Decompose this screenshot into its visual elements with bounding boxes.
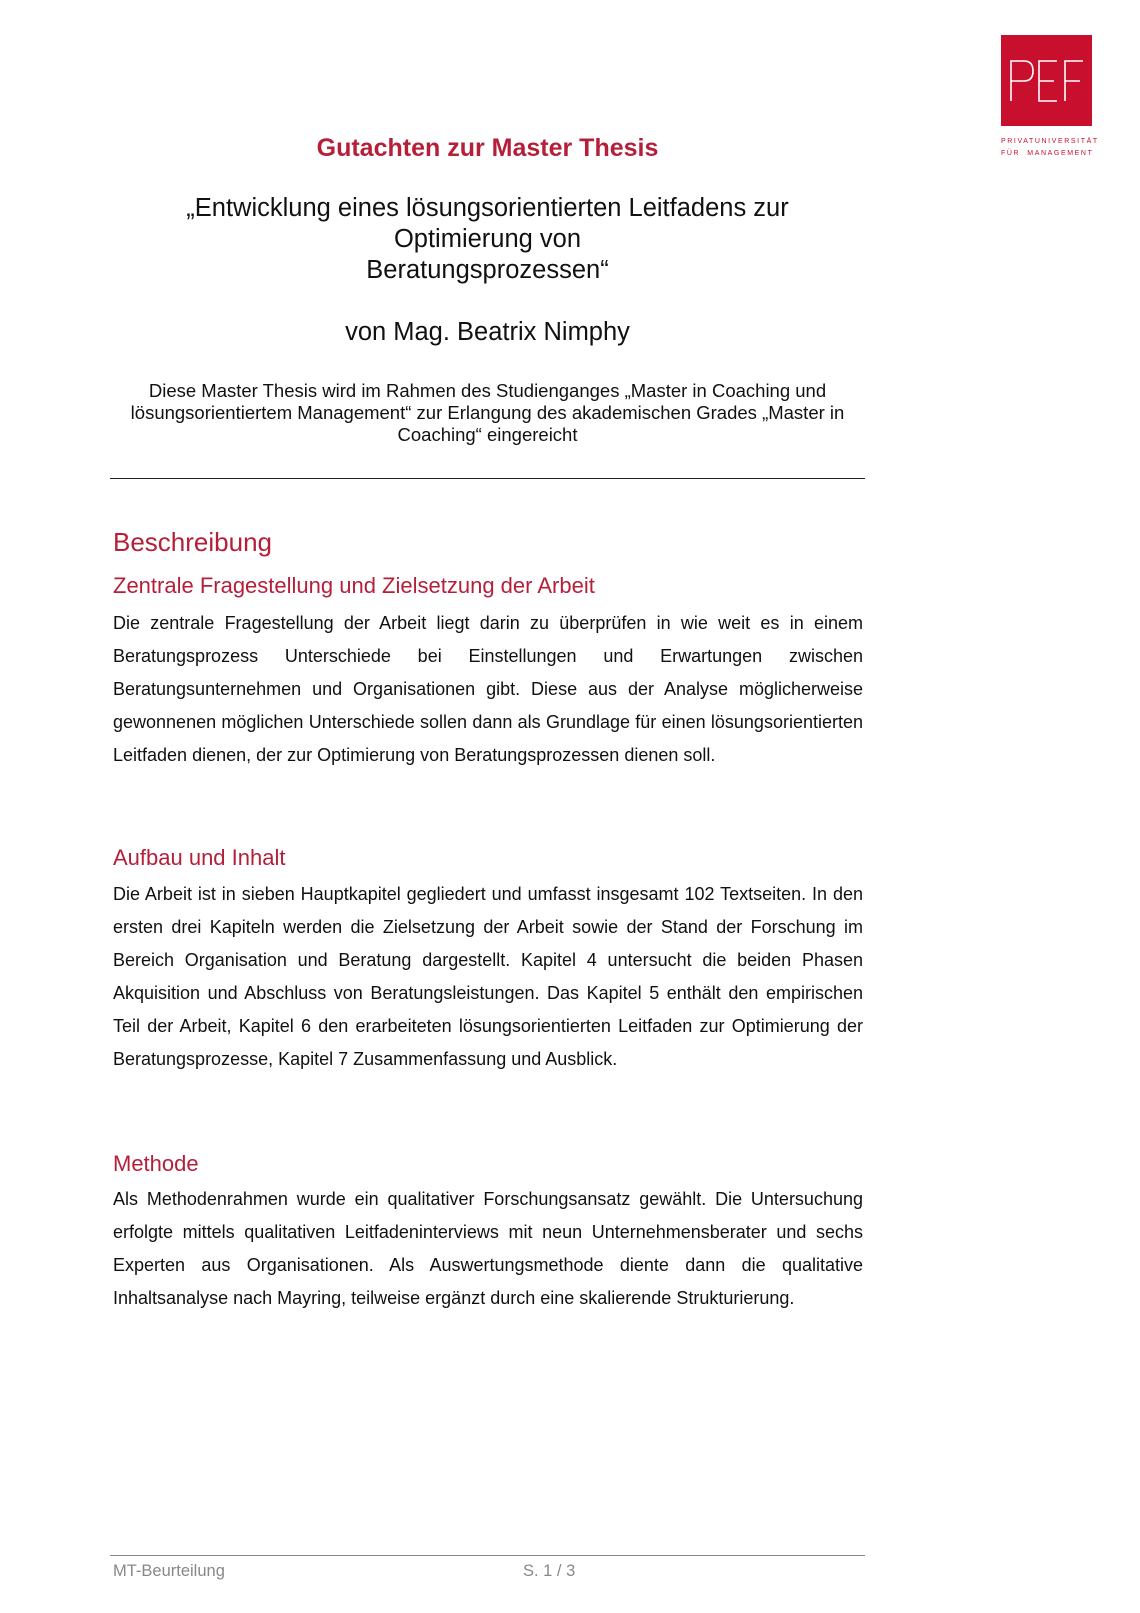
pef-logo bbox=[1001, 35, 1092, 126]
footer-divider bbox=[110, 1555, 865, 1556]
page-number: S. 1 / 3 bbox=[523, 1562, 576, 1580]
subheading-fragestellung: Zentrale Fragestellung und Zielsetzung der Arbeit bbox=[113, 573, 595, 598]
thesis-title-line: „Entwicklung eines lösungsorientierten Leitfadens zur bbox=[186, 194, 789, 222]
footer-label: MT-Beurteilung bbox=[113, 1562, 225, 1580]
paragraph-aufbau: Die Arbeit ist in sieben Hauptkapitel gegliedert und umfasst insgesamt 102 Textseiten. In den ersten drei Kapiteln werden die Zielsetzung der Arbeit sowie der Stand der Forschung im Bereich Organisation und Beratung dargestellt. Kapitel 4 untersucht die beiden Phasen Akquisition und Abschluss von Beratungsleistungen. Das Kapitel 5 enthält den empirischen Teil der Arbeit, Kapitel 6 den erarbeiteten lösungsorientierten Leitfaden zur Optimierung der Beratungsprozesse, Kapitel 7 Zusammenfassung und Ausblick. bbox=[113, 884, 863, 1069]
author-line: von Mag. Beatrix Nimphy bbox=[345, 318, 630, 346]
section-heading-beschreibung: Beschreibung bbox=[113, 527, 272, 557]
document-title: Gutachten zur Master Thesis bbox=[316, 134, 659, 162]
intro-text: Diese Master Thesis wird im Rahmen des Studienganges „Master in Coaching und lösungsorientiertem Management“ zur Erlangung des akademischen Grades „Master in Coaching“ eingereicht bbox=[130, 380, 845, 445]
header-divider bbox=[110, 478, 865, 479]
thesis-title-line: Optimierung von bbox=[393, 225, 582, 253]
subheading-methode: Methode bbox=[113, 1151, 199, 1176]
subheading-aufbau: Aufbau und Inhalt bbox=[113, 845, 286, 870]
paragraph-fragestellung: Die zentrale Fragestellung der Arbeit liegt darin zu überprüfen in wie weit es in einem Beratungsprozess Unterschiede bei Einstellungen und Erwartungen zwischen Beratungsunternehmen und Organisationen gibt. Diese aus der Analyse möglicherweise gewonnenen möglichen Unterschiede sollen dann als Grundlage für einen lösungsorientierten Leitfaden dienen, der zur Optimierung von Beratungsprozessen dienen soll. bbox=[113, 613, 863, 765]
logo-subtitle bbox=[1001, 136, 1101, 160]
logo-subtitle-line1: PRIVATUNIVERSITÄT bbox=[1001, 138, 1099, 145]
paragraph-methode: Als Methodenrahmen wurde ein qualitativer Forschungsansatz gewählt. Die Untersuchung erfolgte mittels qualitativen Leitfadeninterviews mit neun Unternehmensberater und sechs Experten aus Organisationen. Als Auswertungsmethode diente dann die qualitative Inhaltsanalyse nach Mayring, teilweise ergänzt durch eine skalierende Strukturierung. bbox=[113, 1189, 863, 1308]
thesis-title bbox=[110, 193, 865, 286]
thesis-title-line: Beratungsprozessen“ bbox=[366, 256, 609, 284]
pef-logo-mark bbox=[1007, 59, 1087, 103]
logo-subtitle-line2: FÜR MANAGEMENT bbox=[1001, 150, 1094, 157]
